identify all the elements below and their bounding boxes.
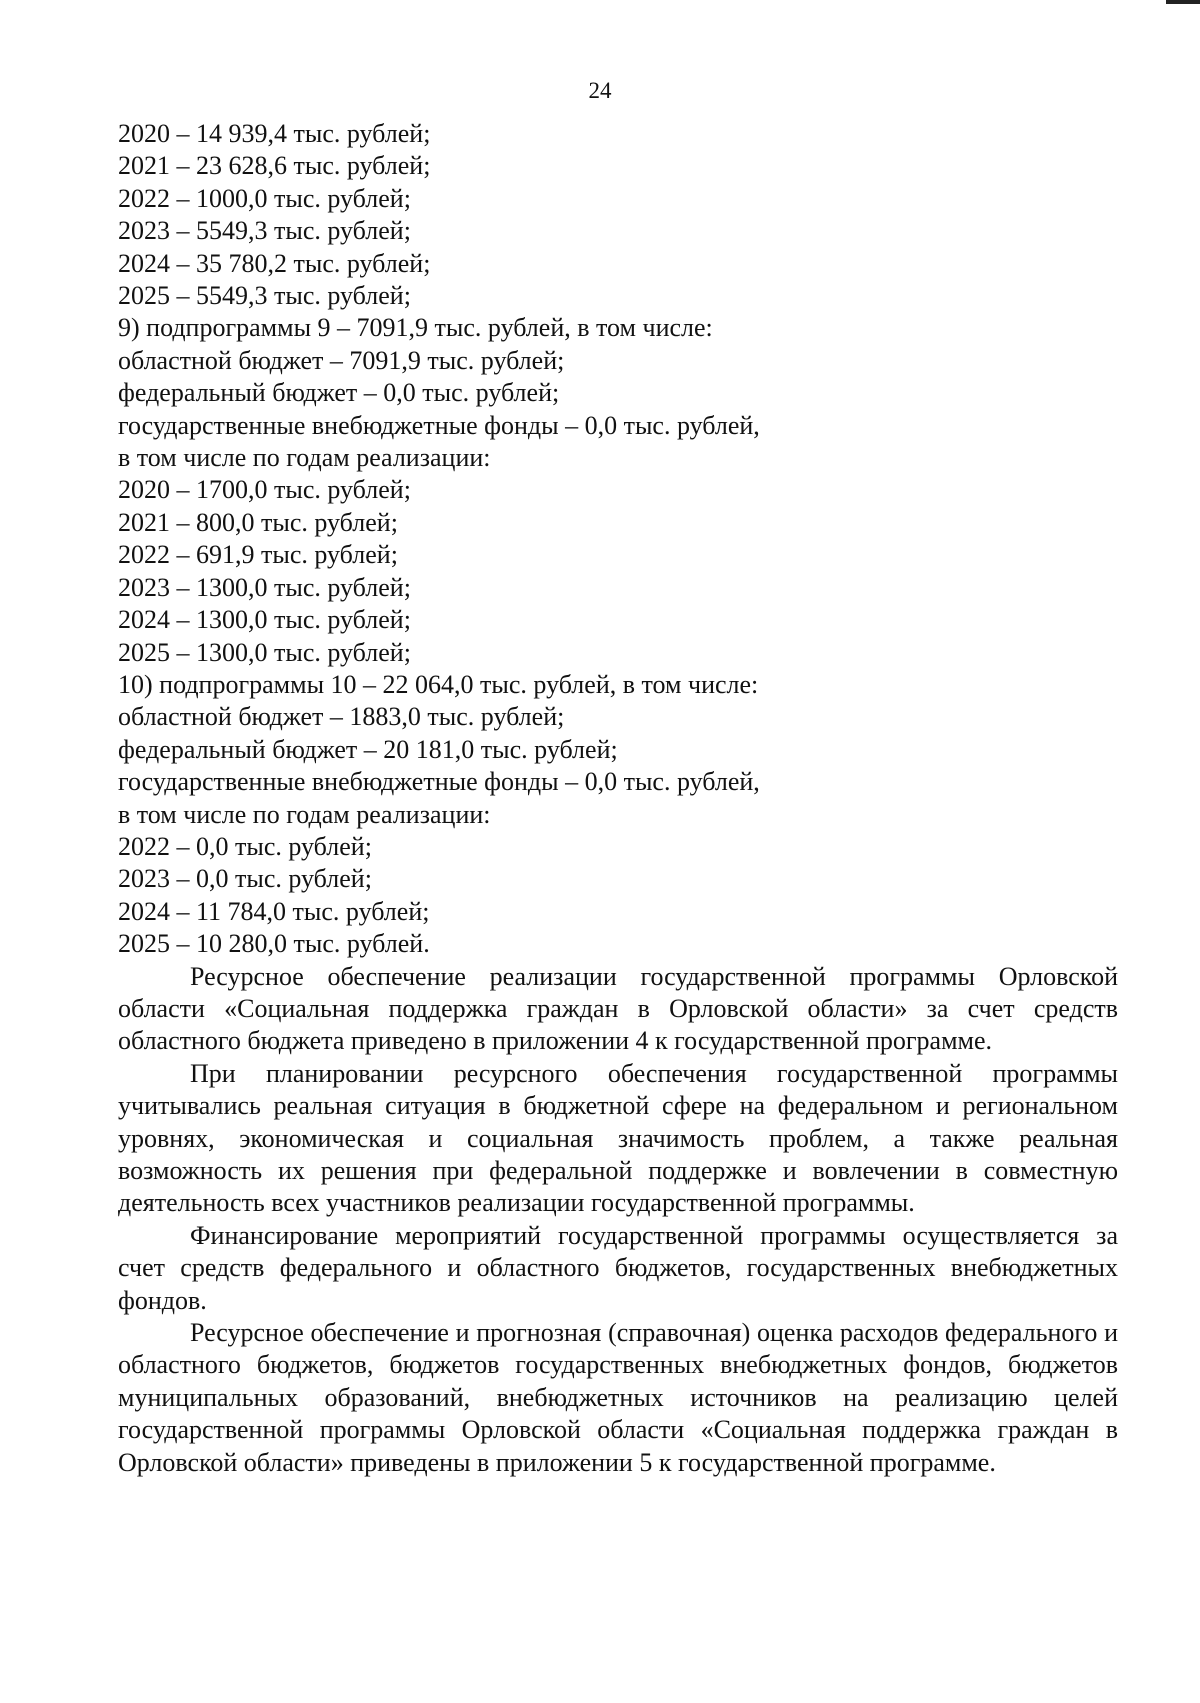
- text-line: областной бюджет – 1883,0 тыс. рублей;: [118, 702, 565, 732]
- paragraph: При планировании ресурсного обеспечения государственной программы учитывались реальная ситуация в бюджетной сфере на федеральном и региональном уровнях, экономическая и социальная значимость проблем, а также реальная возможность их решения при федеральной поддержке и вовлечении в совместную деятельность всех участников реализации государственной программы.: [118, 1058, 1118, 1218]
- text-line: государственные внебюджетные фонды – 0,0 тыс. рублей,: [118, 410, 760, 440]
- text-line: федеральный бюджет – 20 181,0 тыс. рублей;: [118, 734, 618, 764]
- document-body: [118, 118, 1118, 1479]
- text-line: 2025 – 10 280,0 тыс. рублей.: [118, 929, 430, 959]
- text-line: 2020 – 14 939,4 тыс. рублей;: [118, 119, 431, 148]
- subprogram-9-heading: 9) подпрограммы 9 – 7091,9 тыс. рублей, в том числе:: [118, 313, 713, 343]
- text-line: 2023 – 0,0 тыс. рублей;: [118, 864, 372, 894]
- text-line: 2022 – 1000,0 тыс. рублей;: [118, 183, 411, 213]
- text-line: 2024 – 35 780,2 тыс. рублей;: [118, 248, 431, 278]
- scan-edge-mark: [1166, 0, 1200, 4]
- text-line: 2021 – 800,0 тыс. рублей;: [118, 507, 398, 537]
- text-line: федеральный бюджет – 0,0 тыс. рублей;: [118, 378, 560, 408]
- text-line: 2024 – 11 784,0 тыс. рублей;: [118, 896, 430, 926]
- paragraph: Ресурсное обеспечение и прогнозная (справочная) оценка расходов федерального и областного бюджетов, бюджетов государственных внебюджетных фондов, бюджетов муниципальных образований, внебюджетных источников на реализацию целей государственной программы Орловской области «Социальная поддержка граждан в Орловской области» приведены в приложении 5 к государственной программе.: [118, 1318, 1118, 1477]
- text-line: 2022 – 0,0 тыс. рублей;: [118, 831, 372, 861]
- text-line: 2020 – 1700,0 тыс. рублей;: [118, 475, 411, 505]
- text-line: 2023 – 5549,3 тыс. рублей;: [118, 216, 411, 246]
- paragraph: Финансирование мероприятий государственной программы осуществляется за счет средств федерального и областного бюджетов, государственных внебюджетных фондов.: [118, 1220, 1118, 1315]
- text-line: в том числе по годам реализации:: [118, 799, 491, 829]
- text-line: 2021 – 23 628,6 тыс. рублей;: [118, 151, 431, 181]
- paragraph: Ресурсное обеспечение реализации государственной программы Орловской области «Социальная поддержка граждан в Орловской области» за счет средств областного бюджета приведено в приложении 4 к государственной программе.: [118, 961, 1118, 1056]
- text-line: 2025 – 1300,0 тыс. рублей;: [118, 637, 411, 667]
- text-line: 2025 – 5549,3 тыс. рублей;: [118, 281, 411, 311]
- text-line: 2023 – 1300,0 тыс. рублей;: [118, 572, 411, 602]
- text-line: государственные внебюджетные фонды – 0,0 тыс. рублей,: [118, 767, 760, 797]
- text-line: 2024 – 1300,0 тыс. рублей;: [118, 605, 411, 635]
- page-number: 24: [588, 78, 612, 103]
- text-line: 2022 – 691,9 тыс. рублей;: [118, 540, 398, 570]
- subprogram-10-heading: 10) подпрограммы 10 – 22 064,0 тыс. рублей, в том числе:: [118, 669, 759, 699]
- text-line: в том числе по годам реализации:: [118, 443, 491, 473]
- text-line: областной бюджет – 7091,9 тыс. рублей;: [118, 345, 565, 375]
